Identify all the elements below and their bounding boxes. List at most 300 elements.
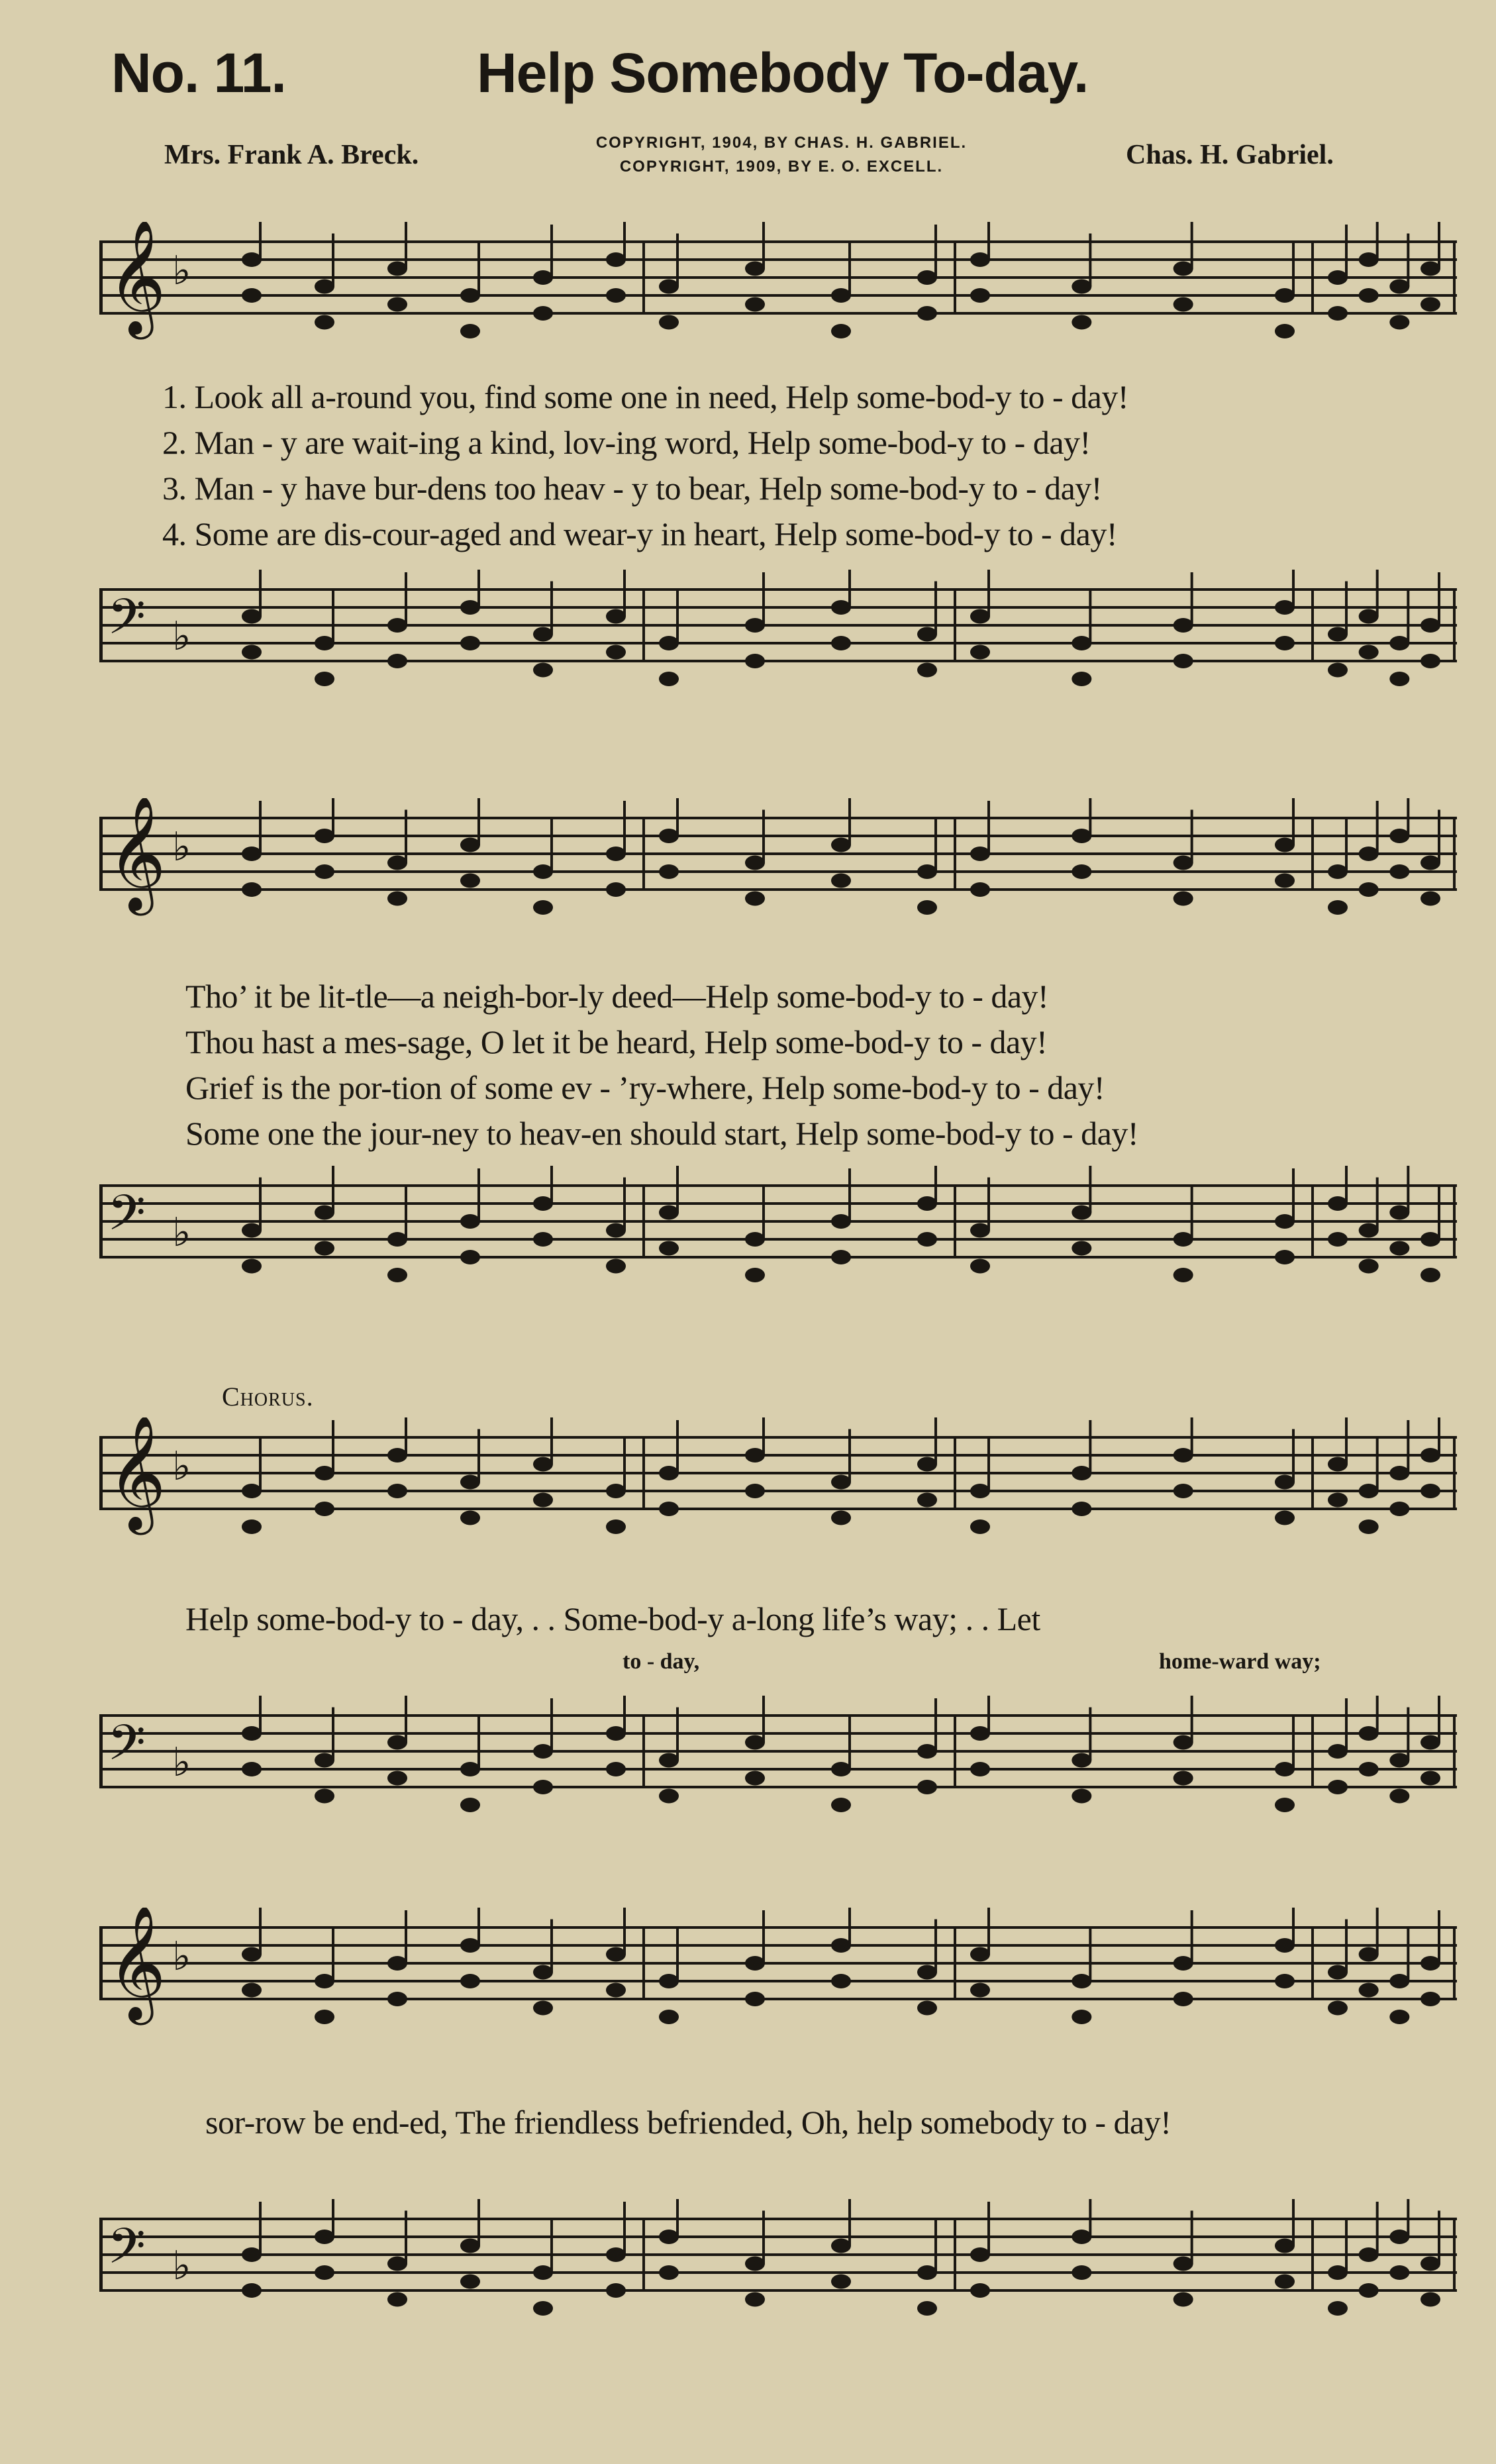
note-head	[1359, 1762, 1379, 1776]
note-head	[1173, 262, 1193, 276]
note-head	[387, 1771, 407, 1786]
flat-sign-icon: ♭	[172, 824, 191, 870]
treble-clef-icon: 𝄞	[107, 1908, 166, 2020]
note-head	[387, 1992, 407, 2006]
note-head	[1072, 636, 1091, 650]
note-head	[1275, 838, 1295, 852]
note-head	[606, 1484, 626, 1498]
note-head	[970, 609, 990, 624]
note-head	[1173, 654, 1193, 668]
note-head	[1328, 2301, 1348, 2316]
note-head	[831, 636, 851, 650]
note-head	[745, 1771, 765, 1786]
note-head	[1072, 1466, 1091, 1480]
note-head	[970, 1726, 990, 1741]
note-head	[1328, 1196, 1348, 1211]
note-head	[1328, 864, 1348, 879]
note-head	[745, 1484, 765, 1498]
bass-clef-icon: 𝄢	[107, 1714, 146, 1784]
note-head	[1173, 2257, 1193, 2271]
note-head	[1173, 618, 1193, 633]
note-head	[1173, 1268, 1193, 1282]
note-head	[242, 1983, 262, 1998]
note-head	[1359, 1726, 1379, 1741]
note-head	[831, 1798, 851, 1812]
bass-clef-icon: 𝄢	[107, 2218, 146, 2287]
note-head	[659, 1206, 679, 1220]
note-head	[1359, 1223, 1379, 1238]
copyright-line-1: COPYRIGHT, 1904, BY CHAS. H. GABRIEL.	[595, 134, 968, 152]
note-head	[460, 1511, 480, 1525]
note-head	[970, 1983, 990, 1998]
note-head	[1389, 1466, 1409, 1480]
verse-1-line-2: Tho’ it be lit-tle—a neigh-bor-ly deed—Help some-bod-y to - day!	[185, 978, 1049, 1015]
note-head	[1389, 829, 1409, 843]
note-head	[1275, 874, 1295, 888]
note-head	[1421, 297, 1440, 312]
note-head	[1421, 262, 1440, 276]
bass-clef-icon: 𝄢	[107, 588, 146, 658]
note-head	[242, 882, 262, 897]
note-head	[533, 1196, 553, 1211]
note-head	[659, 636, 679, 650]
note-head	[1359, 847, 1379, 861]
note-head	[745, 1448, 765, 1463]
note-head	[1421, 892, 1440, 906]
note-head	[242, 609, 262, 624]
note-head	[387, 1956, 407, 1971]
note-head	[460, 288, 480, 303]
note-head	[917, 306, 937, 321]
note-head	[1421, 1735, 1440, 1750]
note-head	[1072, 864, 1091, 879]
note-head	[315, 1241, 334, 1256]
chorus-bass-staff-1	[99, 1696, 1457, 1828]
note-head	[1275, 636, 1295, 650]
note-head	[1328, 306, 1348, 321]
flat-sign-icon: ♭	[172, 1443, 191, 1490]
note-head	[242, 847, 262, 861]
system-2-bass-staff	[99, 1166, 1457, 1298]
note-head	[1328, 627, 1348, 642]
note-head	[1328, 270, 1348, 285]
note-head	[1389, 1974, 1409, 1988]
note-head	[659, 1466, 679, 1480]
note-head	[917, 1744, 937, 1759]
note-head	[1072, 829, 1091, 843]
note-head	[242, 2283, 262, 2298]
note-head	[533, 627, 553, 642]
note-head	[606, 2283, 626, 2298]
note-head	[1072, 1974, 1091, 1988]
note-head	[831, 838, 851, 852]
chorus-treble-staff-2	[99, 1908, 1457, 2027]
note-head	[315, 1753, 334, 1768]
note-head	[970, 2283, 990, 2298]
note-head	[1389, 1753, 1409, 1768]
note-head	[315, 1206, 334, 1220]
note-head	[242, 1762, 262, 1776]
chorus-bass-staff-2	[99, 2199, 1457, 2332]
note-head	[1421, 2257, 1440, 2271]
note-head	[387, 892, 407, 906]
note-head	[1421, 1232, 1440, 1247]
note-head	[460, 324, 480, 338]
note-head	[1389, 2010, 1409, 2024]
copyright-line-2: COPYRIGHT, 1909, BY E. O. EXCELL.	[619, 158, 944, 176]
note-head	[1275, 288, 1295, 303]
note-head	[1359, 2283, 1379, 2298]
composer-credit: Chas. H. Gabriel.	[1126, 140, 1334, 170]
note-head	[745, 892, 765, 906]
note-head	[1072, 1502, 1091, 1516]
note-head	[315, 2010, 334, 2024]
verse-3-line-1: 3. Man - y have bur-dens too heav - y to bear, Help some-bod-y to - day!	[162, 470, 1102, 507]
note-head	[460, 1762, 480, 1776]
note-head	[659, 864, 679, 879]
note-head	[659, 2230, 679, 2244]
note-head	[659, 2010, 679, 2024]
hymn-number: No. 11.	[111, 42, 286, 104]
note-head	[917, 270, 937, 285]
note-head	[831, 288, 851, 303]
note-head	[659, 672, 679, 686]
flat-sign-icon: ♭	[172, 248, 191, 294]
note-head	[1275, 1762, 1295, 1776]
note-head	[1173, 297, 1193, 312]
lyricist-credit: Mrs. Frank A. Breck.	[164, 140, 419, 170]
note-head	[917, 663, 937, 678]
note-head	[659, 829, 679, 843]
note-head	[745, 1232, 765, 1247]
note-head	[745, 1992, 765, 2006]
note-head	[745, 2292, 765, 2307]
note-head	[1328, 1457, 1348, 1472]
note-head	[831, 324, 851, 338]
note-head	[315, 829, 334, 843]
system-2-treble-staff	[99, 798, 1457, 917]
verses-part-2	[185, 974, 1138, 1156]
note-head	[1072, 1241, 1091, 1256]
note-head	[970, 288, 990, 303]
note-head	[970, 252, 990, 267]
note-head	[315, 2230, 334, 2244]
verse-2-line-1: 2. Man - y are wait-ing a kind, lov-ing word, Help some-bod-y to - day!	[162, 424, 1091, 461]
note-head	[315, 672, 334, 686]
note-head	[1275, 2275, 1295, 2289]
note-head	[1173, 1771, 1193, 1786]
note-head	[1275, 1250, 1295, 1264]
note-head	[1359, 882, 1379, 897]
note-head	[387, 856, 407, 870]
note-head	[1359, 1947, 1379, 1962]
note-head	[745, 262, 765, 276]
note-head	[831, 2239, 851, 2253]
note-head	[1421, 1771, 1440, 1786]
note-head	[1421, 654, 1440, 668]
note-head	[659, 2265, 679, 2280]
note-head	[315, 1789, 334, 1804]
note-head	[387, 262, 407, 276]
note-head	[242, 252, 262, 267]
note-head	[460, 838, 480, 852]
note-head	[1359, 288, 1379, 303]
note-head	[1072, 1206, 1091, 1220]
note-head	[970, 2247, 990, 2262]
note-head	[315, 864, 334, 879]
note-head	[1389, 315, 1409, 330]
note-head	[1072, 315, 1091, 330]
note-head	[831, 600, 851, 615]
note-head	[606, 1762, 626, 1776]
flat-sign-icon: ♭	[172, 1739, 191, 1786]
note-head	[242, 645, 262, 660]
note-head	[315, 1466, 334, 1480]
note-head	[1421, 2292, 1440, 2307]
note-head	[1328, 1965, 1348, 1980]
note-head	[917, 2001, 937, 2016]
note-head	[606, 1726, 626, 1741]
note-head	[1328, 1232, 1348, 1247]
note-head	[606, 609, 626, 624]
note-head	[1389, 672, 1409, 686]
note-head	[1275, 1938, 1295, 1953]
note-head	[1359, 1484, 1379, 1498]
hymn-title: Help Somebody To-day.	[477, 42, 1089, 104]
chorus-line-1: Help some-bod-y to - day, . . Some-bod-y a-long life’s way; . . Let	[185, 1600, 1040, 1637]
note-head	[1389, 1241, 1409, 1256]
note-head	[387, 1448, 407, 1463]
note-head	[970, 1519, 990, 1534]
note-head	[1072, 1753, 1091, 1768]
note-head	[831, 2275, 851, 2289]
note-head	[1328, 2001, 1348, 2016]
note-head	[387, 1484, 407, 1498]
note-head	[917, 2265, 937, 2280]
note-head	[1173, 1735, 1193, 1750]
verse-2-line-2: Thou hast a mes-sage, O let it be heard, Help some-bod-y to - day!	[185, 1023, 1048, 1060]
note-head	[606, 2247, 626, 2262]
note-head	[1275, 324, 1295, 338]
note-head	[242, 1519, 262, 1534]
note-head	[831, 1214, 851, 1229]
system-1-treble-staff	[99, 222, 1457, 341]
chorus-treble-staff-1	[99, 1417, 1457, 1550]
chorus-echo-2: home-ward way;	[1159, 1649, 1321, 1674]
note-head	[606, 252, 626, 267]
note-head	[533, 2301, 553, 2316]
note-head	[387, 1268, 407, 1282]
note-head	[1328, 1493, 1348, 1508]
note-head	[387, 1735, 407, 1750]
note-head	[970, 1484, 990, 1498]
treble-clef-icon: 𝄞	[107, 222, 166, 334]
note-head	[1389, 636, 1409, 650]
note-head	[745, 856, 765, 870]
note-head	[917, 1457, 937, 1472]
flat-sign-icon: ♭	[172, 1209, 191, 1256]
note-head	[1359, 609, 1379, 624]
note-head	[242, 1947, 262, 1962]
note-head	[606, 645, 626, 660]
note-head	[1072, 280, 1091, 294]
note-head	[970, 1947, 990, 1962]
note-head	[1421, 1956, 1440, 1971]
verses-part-1	[162, 374, 1128, 557]
note-head	[831, 1511, 851, 1525]
note-head	[1173, 856, 1193, 870]
note-head	[460, 2275, 480, 2289]
verse-1-line-1: 1. Look all a-round you, find some one in need, Help some-bod-y to - day!	[162, 378, 1128, 415]
note-head	[831, 1974, 851, 1988]
note-head	[533, 2001, 553, 2016]
note-head	[1275, 1511, 1295, 1525]
note-head	[533, 864, 553, 879]
note-head	[970, 1762, 990, 1776]
note-head	[1389, 1206, 1409, 1220]
note-head	[1173, 1448, 1193, 1463]
note-head	[1359, 2247, 1379, 2262]
note-head	[460, 1798, 480, 1812]
note-head	[917, 900, 937, 915]
note-head	[315, 280, 334, 294]
note-head	[242, 1484, 262, 1498]
note-head	[659, 1502, 679, 1516]
note-head	[387, 618, 407, 633]
note-head	[831, 1762, 851, 1776]
note-head	[387, 297, 407, 312]
note-head	[1389, 2230, 1409, 2244]
note-head	[533, 900, 553, 915]
note-head	[315, 2265, 334, 2280]
note-head	[1359, 252, 1379, 267]
note-head	[970, 847, 990, 861]
note-head	[831, 1250, 851, 1264]
note-head	[1359, 1259, 1379, 1274]
note-head	[242, 1726, 262, 1741]
note-head	[460, 1475, 480, 1490]
note-head	[315, 315, 334, 330]
note-head	[533, 1457, 553, 1472]
note-head	[387, 2257, 407, 2271]
note-head	[460, 1214, 480, 1229]
note-head	[917, 2301, 937, 2316]
system-1-bass-staff	[99, 570, 1457, 702]
note-head	[917, 864, 937, 879]
note-head	[606, 1947, 626, 1962]
note-head	[533, 663, 553, 678]
note-head	[745, 1956, 765, 1971]
note-head	[1389, 1502, 1409, 1516]
note-head	[1275, 1475, 1295, 1490]
note-head	[460, 600, 480, 615]
note-head	[745, 297, 765, 312]
verse-3-line-2: Grief is the por-tion of some ev - ’ry-where, Help some-bod-y to - day!	[185, 1069, 1105, 1106]
note-head	[533, 1744, 553, 1759]
note-head	[460, 1974, 480, 1988]
note-head	[387, 2292, 407, 2307]
note-head	[315, 1502, 334, 1516]
note-head	[1328, 1744, 1348, 1759]
note-head	[387, 1232, 407, 1247]
note-head	[1173, 1232, 1193, 1247]
note-head	[606, 847, 626, 861]
note-head	[1328, 2265, 1348, 2280]
note-head	[1275, 1798, 1295, 1812]
note-head	[1173, 2292, 1193, 2307]
note-head	[1173, 1956, 1193, 1971]
note-head	[606, 1223, 626, 1238]
note-head	[460, 2239, 480, 2253]
chorus-echo-1: to - day,	[623, 1649, 700, 1674]
note-head	[533, 306, 553, 321]
note-head	[533, 2265, 553, 2280]
note-head	[1328, 663, 1348, 678]
note-head	[533, 1965, 553, 1980]
treble-clef-icon: 𝄞	[107, 798, 166, 911]
note-head	[460, 1938, 480, 1953]
note-head	[1275, 600, 1295, 615]
note-head	[1072, 1789, 1091, 1804]
note-head	[1421, 1484, 1440, 1498]
note-head	[1359, 645, 1379, 660]
note-head	[1275, 2239, 1295, 2253]
bass-clef-icon: 𝄢	[107, 1184, 146, 1254]
note-head	[1328, 1780, 1348, 1794]
note-head	[1173, 892, 1193, 906]
note-head	[242, 2247, 262, 2262]
note-head	[745, 654, 765, 668]
note-head	[1072, 2230, 1091, 2244]
note-head	[917, 1965, 937, 1980]
note-head	[460, 636, 480, 650]
note-head	[606, 288, 626, 303]
note-head	[831, 1475, 851, 1490]
note-head	[1072, 2010, 1091, 2024]
note-head	[533, 1780, 553, 1794]
note-head	[387, 654, 407, 668]
note-head	[460, 1250, 480, 1264]
note-head	[1389, 2265, 1409, 2280]
note-head	[1359, 1519, 1379, 1534]
note-head	[831, 874, 851, 888]
note-head	[242, 288, 262, 303]
note-head	[1421, 856, 1440, 870]
note-head	[917, 627, 937, 642]
treble-clef-icon: 𝄞	[107, 1417, 166, 1530]
note-head	[659, 280, 679, 294]
note-head	[917, 1780, 937, 1794]
note-head	[970, 1259, 990, 1274]
flat-sign-icon: ♭	[172, 2243, 191, 2289]
note-head	[242, 1259, 262, 1274]
flat-sign-icon: ♭	[172, 613, 191, 660]
note-head	[970, 645, 990, 660]
note-head	[745, 1735, 765, 1750]
note-head	[606, 1983, 626, 1998]
verse-4-line-1: 4. Some are dis-cour-aged and wear-y in heart, Help some-bod-y to - day!	[162, 515, 1118, 552]
note-head	[970, 882, 990, 897]
note-head	[242, 1223, 262, 1238]
note-head	[917, 1493, 937, 1508]
note-head	[1421, 618, 1440, 633]
note-head	[606, 882, 626, 897]
note-head	[745, 618, 765, 633]
note-head	[533, 1232, 553, 1247]
note-head	[606, 1519, 626, 1534]
note-head	[1421, 1268, 1440, 1282]
note-head	[1072, 2265, 1091, 2280]
